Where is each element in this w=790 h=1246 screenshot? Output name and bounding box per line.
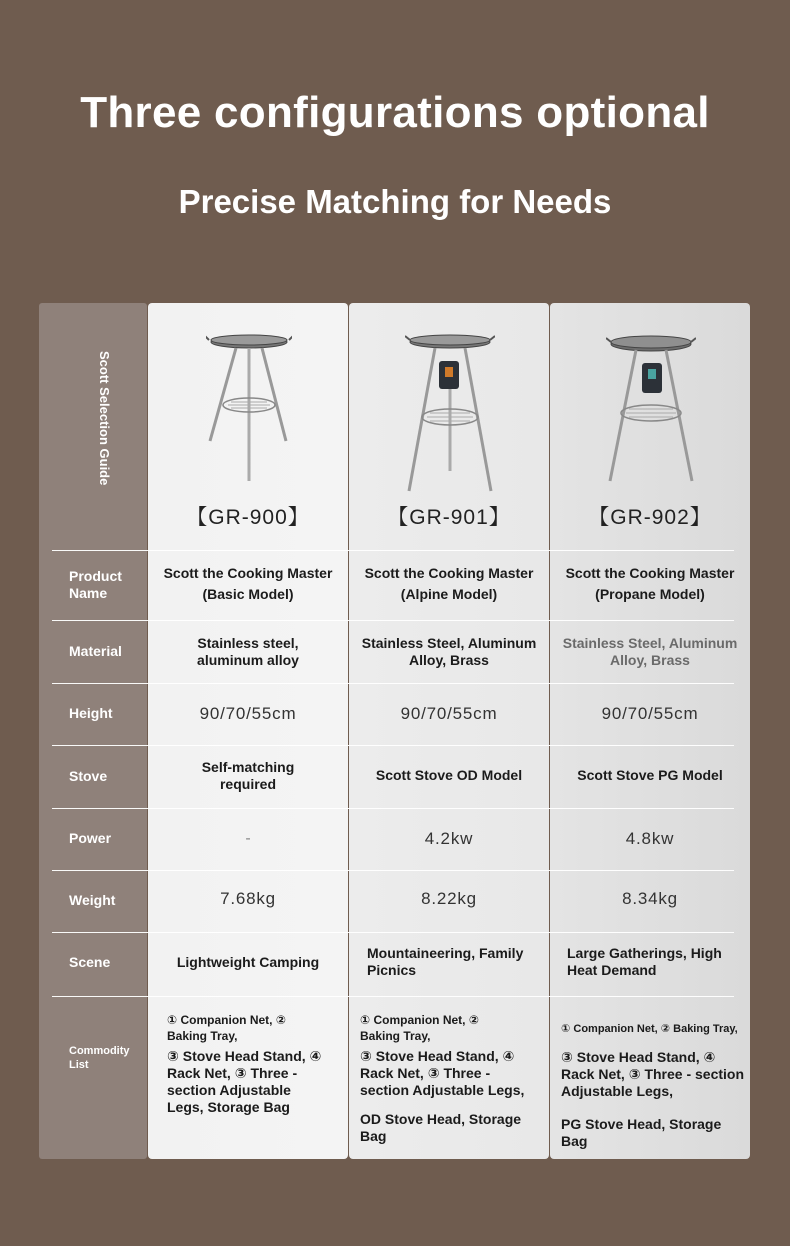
height-cell: 90/70/55cm xyxy=(601,704,699,723)
row-divider xyxy=(52,620,734,621)
row-divider xyxy=(52,683,734,684)
stove-cell: Scott Stove OD Model xyxy=(375,767,523,783)
selection-guide-table xyxy=(39,303,750,1159)
model-code: 【GR-900】 xyxy=(186,506,310,529)
commodity-list-cell: ① Companion Net, ② Baking Tray, ③ Stove Head Stand, ④ Rack Net, ③ Three - section Adjustable Legs, Storage Bag xyxy=(167,1013,322,1115)
model-code: 【GR-901】 xyxy=(387,506,511,529)
material-cell: Stainless steel, aluminum alloy xyxy=(197,635,299,668)
product-name-cell: Scott the Cooking Master (Alpine Model) xyxy=(364,565,534,602)
label-column xyxy=(39,303,147,1159)
row-divider xyxy=(52,870,734,871)
height-cell: 90/70/55cm xyxy=(199,704,297,723)
row-label-material: Material xyxy=(69,643,122,659)
weight-cell: 8.22kg xyxy=(421,889,477,908)
row-label-commodity: Commodity List xyxy=(69,1045,130,1071)
guide-label: Scott Selection Guide xyxy=(97,351,112,486)
row-label-power: Power xyxy=(69,830,112,846)
material-cell: Stainless Steel, Aluminum Alloy, Brass xyxy=(562,635,738,668)
height-cell: 90/70/55cm xyxy=(400,704,498,723)
stove-cell: Self-matching required xyxy=(201,759,295,792)
row-divider xyxy=(52,996,734,997)
row-divider xyxy=(52,550,734,551)
power-cell: 4.2kw xyxy=(424,829,474,848)
row-label-product-name: Product Name xyxy=(69,568,122,601)
stove-cell: Scott Stove PG Model xyxy=(577,767,723,783)
page-title: Three configurations optional xyxy=(80,88,710,137)
row-label-stove: Stove xyxy=(69,768,108,784)
row-divider xyxy=(52,745,734,746)
scene-cell: Lightweight Camping xyxy=(176,954,320,970)
row-divider xyxy=(52,808,734,809)
product-name-cell: Scott the Cooking Master (Basic Model) xyxy=(163,565,333,602)
scene-cell: Mountaineering, Family Picnics xyxy=(367,945,524,978)
grill-basic-image xyxy=(206,331,292,491)
product-name-cell: Scott the Cooking Master (Propane Model) xyxy=(565,565,735,602)
page-subtitle: Precise Matching for Needs xyxy=(178,183,612,220)
power-cell: 4.8kw xyxy=(625,829,675,848)
commodity-list-cell: ① Companion Net, ② Baking Tray, ③ Stove Head Stand, ④ Rack Net, ③ Three - section Adjustable Legs, OD Stove Head, Storage Bag xyxy=(360,1013,525,1144)
model-code: 【GR-902】 xyxy=(588,506,712,529)
material-cell: Stainless Steel, Aluminum Alloy, Brass xyxy=(361,635,537,668)
row-label-weight: Weight xyxy=(69,892,116,908)
row-label-scene: Scene xyxy=(69,954,111,970)
row-label-height: Height xyxy=(69,705,113,721)
weight-cell: 8.34kg xyxy=(622,889,678,908)
commodity-list-cell: ① Companion Net, ② Baking Tray, ③ Stove Head Stand, ④ Rack Net, ③ Three - section Adjustable Legs, PG Stove Head, Storage Bag xyxy=(561,1023,745,1149)
scene-cell: Large Gatherings, High Heat Demand xyxy=(567,945,722,978)
power-cell: - xyxy=(245,830,251,847)
grill-alpine-image xyxy=(405,331,495,501)
weight-cell: 7.68kg xyxy=(220,889,276,908)
grill-propane-image xyxy=(606,331,696,491)
row-divider xyxy=(52,932,734,933)
